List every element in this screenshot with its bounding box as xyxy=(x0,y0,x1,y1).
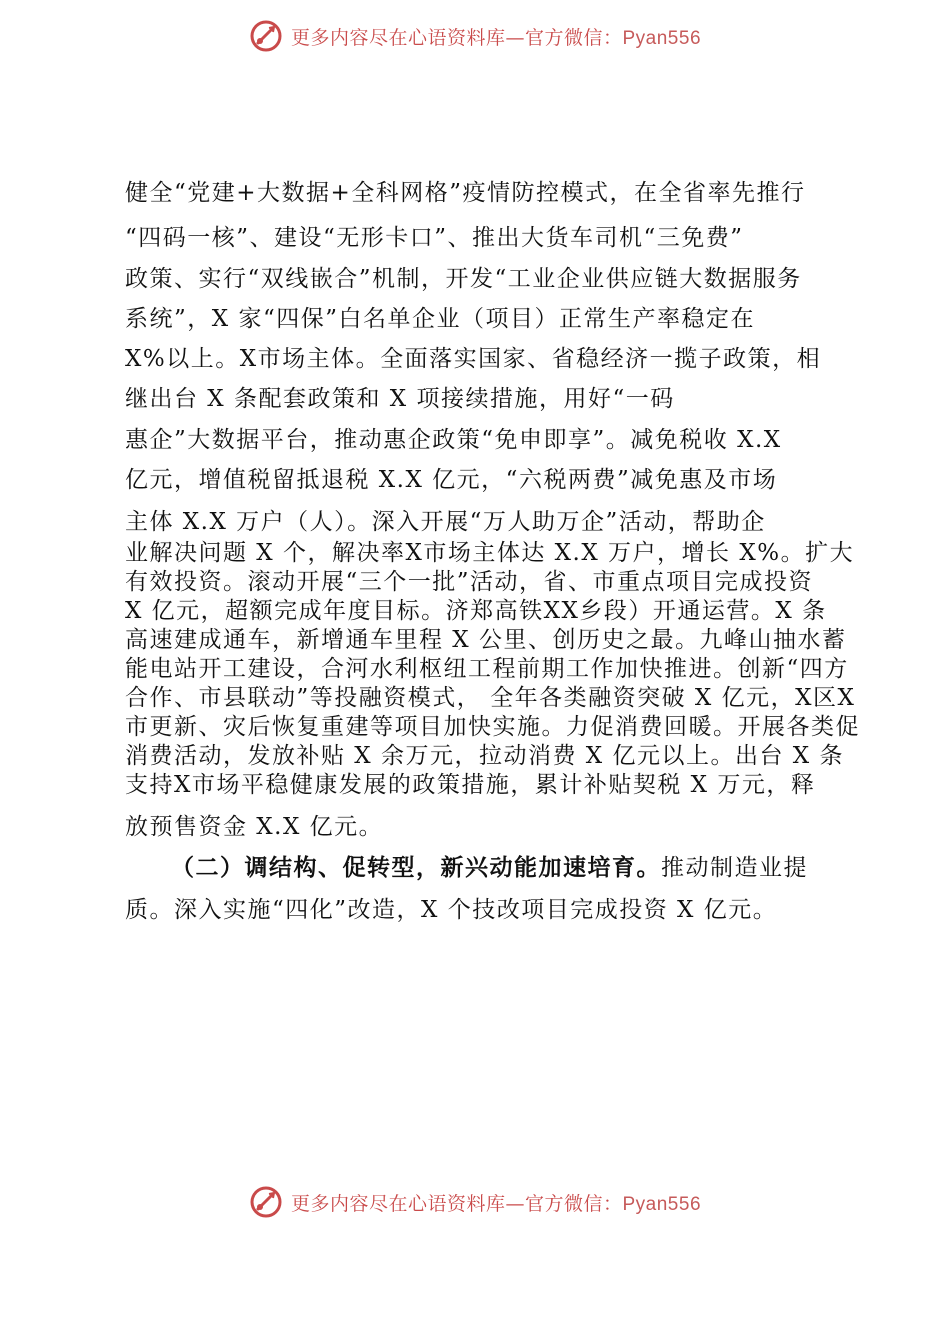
section-two-heading-tail: 推动制造业提 xyxy=(661,855,808,881)
body-line: 市更新、灾后恢复重建等项目加快实施。力促消费回暖。开展各类促 xyxy=(125,714,860,740)
header-banner-label: 更多内容尽在心语资料库—官方微信： xyxy=(290,26,623,49)
body-line: 能电站开工建设，合河水利枢纽工程前期工作加快推进。创新“四方 xyxy=(125,656,849,682)
body-line: “四码一核”、建设“无形卡口”、推出大货车司机“三免费” xyxy=(125,225,744,251)
header-banner-handle: Pyan556 xyxy=(622,27,702,49)
body-line: X 亿元，超额完成年度目标。济郑高铁XX乡段）开通运营。X 条 xyxy=(125,598,827,624)
logo-icon xyxy=(249,19,283,53)
body-line: 亿元，增值税留抵退税 X.X 亿元，“六税两费”减免惠及市场 xyxy=(125,467,778,493)
body-line: 业解决问题 X 个，解决率X市场主体达 X.X 万户，增长 X%。扩大 xyxy=(125,540,855,566)
footer-banner-label: 更多内容尽在心语资料库—官方微信： xyxy=(290,1192,623,1215)
body-line: 系统”，X 家“四保”白名单企业（项目）正常生产率稳定在 xyxy=(125,306,755,332)
body-line: 合作、市县联动”等投融资模式， 全年各类融资突破 X 亿元，X区X xyxy=(125,685,856,711)
body-line: X%以上。X市场主体。全面落实国家、省稳经济一揽子政策，相 xyxy=(125,346,822,372)
section-two-heading: （二）调结构、促转型，新兴动能加速培育。 xyxy=(171,854,661,881)
header-banner xyxy=(0,14,950,58)
body-line: 继出台 X 条配套政策和 X 项接续措施，用好“一码 xyxy=(125,386,675,412)
section-two-heading-line xyxy=(171,853,808,883)
body-line: 主体 X.X 万户（人）。深入开展“万人助万企”活动，帮助企 xyxy=(125,509,766,535)
body-line: 有效投资。滚动开展“三个一批”活动，省、市重点项目完成投资 xyxy=(125,569,814,595)
body-line: 支持X市场平稳健康发展的政策措施，累计补贴契税 X 万元，释 xyxy=(125,772,816,798)
body-line: 放预售资金 X.X 亿元。 xyxy=(125,814,384,840)
header-banner-text xyxy=(291,23,701,50)
body-line: 高速建成通车，新增通车里程 X 公里、创历史之最。九峰山抽水蓄 xyxy=(125,627,847,653)
footer-banner xyxy=(0,1180,950,1224)
section-two-line: 质。深入实施“四化”改造，X 个技改项目完成投资 X 亿元。 xyxy=(125,897,778,923)
footer-banner-text xyxy=(291,1189,701,1216)
body-line: 消费活动，发放补贴 X 余万元，拉动消费 X 亿元以上。出台 X 条 xyxy=(125,743,844,769)
body-line: 政策、实行“双线嵌合”机制，开发“工业企业供应链大数据服务 xyxy=(125,266,802,292)
body-line: 健全“党建+大数据+全科网格”疫情防控模式，在全省率先推行 xyxy=(125,180,806,206)
logo-icon xyxy=(249,1185,283,1219)
body-line: 惠企”大数据平台，推动惠企政策“免申即享”。减免税收 X.X xyxy=(125,427,782,453)
footer-banner-handle: Pyan556 xyxy=(622,1193,702,1215)
